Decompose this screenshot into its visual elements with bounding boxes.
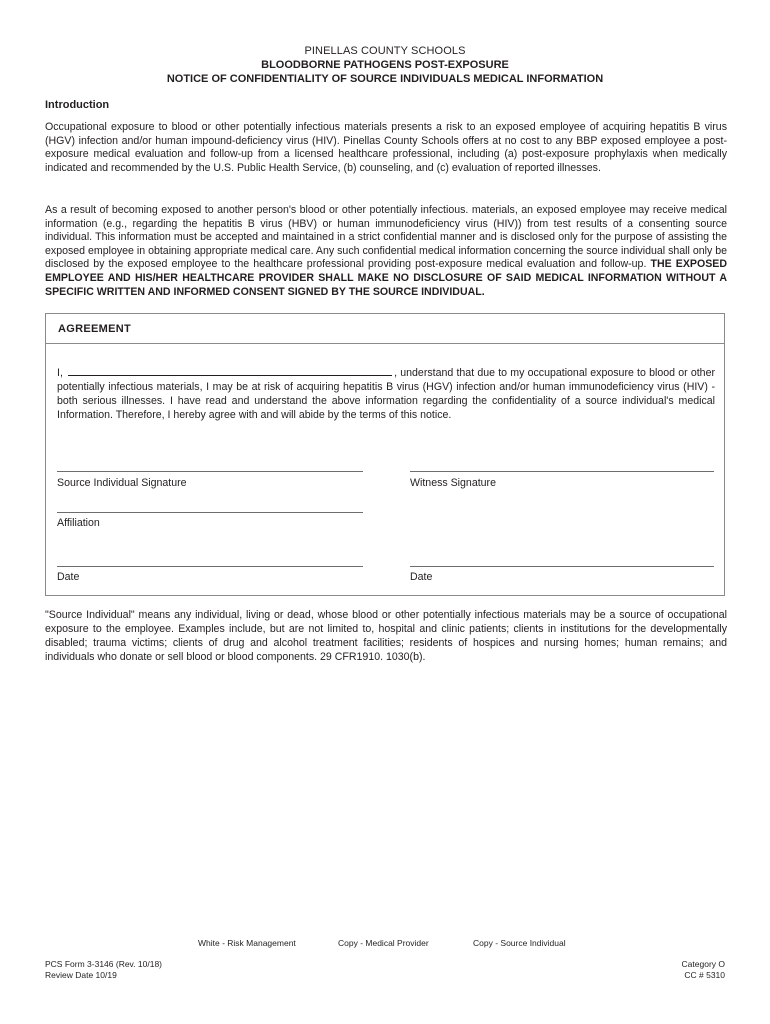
agreement-box [45,313,725,596]
witness-signature-label: Witness Signature [410,477,496,489]
form-number: PCS Form 3-3146 (Rev. 10/18) [45,959,162,969]
form-info [45,959,162,981]
agreement-prefix: I, [57,367,63,379]
category-info [682,959,725,981]
source-date-line[interactable] [57,566,363,567]
cc-number: CC # 5310 [684,970,725,980]
agreement-text: , understand that due to my occupational exposure to blood or other potentially infectious materials, I may be at risk of acquiring hepatitis B virus (HGV) infection and/or human immunodeficiency virus (HIV) - both serious illnesses. I have read and understand the above information regarding the confidentiality of a source individual's medical Information. Therefore, I hereby agree with and will abide by the terms of this notice. [57,367,715,421]
category: Category O [681,959,725,969]
document-subtitle: NOTICE OF CONFIDENTIALITY OF SOURCE INDIVIDUALS MEDICAL INFORMATION [166,73,604,85]
introduction-paragraph-1: Occupational exposure to blood or other potentially infectious materials presents a risk to an exposed employee of acquiring hepatitis B virus (HGV) infection and/or human impound-deficiency virus (HIV). Pinellas County Schools offers at no cost to any BBP exposed employee a post-exposure medical evaluation and follow-up from a licensed healthcare professional, including (a) post-exposure prophylaxis when medically indicated and recommended by the U.S. Public Health Service, (b) counseling, and (c) evaluation of reported illnesses. [45,121,727,174]
review-date: Review Date 10/19 [45,970,117,980]
introduction-heading: Introduction [45,99,110,111]
agreement-title: AGREEMENT [58,323,131,335]
source-signature-label: Source Individual Signature [57,477,187,489]
copy-white-label: White - Risk Management [198,938,296,948]
agreement-statement [57,365,715,422]
document-title: BLOODBORNE PATHOGENS POST-EXPOSURE [261,59,509,71]
source-individual-definition: "Source Individual" means any individual, living or dead, whose blood or other potentially infectious materials may be a source of occupational exposure to the employee. Examples include, but are not limited to, hospital and clinic patients; clients in institutions for the developmentally disabled; trauma victims; clients of drug and alcohol treatment facilities; residents of hospices and nursing homes; human remains; and individuals who donate or sell blood or blood components. 29 CFR1910. 1030(b). [45,609,727,663]
affiliation-line[interactable] [57,512,363,513]
disclosure-warning: THE EXPOSED EMPLOYEE AND HIS/HER HEALTHCARE PROVIDER SHALL MAKE NO DISCLOSURE OF SAID MEDICAL INFORMATION WITHOUT A SPECIFIC WRITTEN AND INFORMED CONSENT SIGNED BY THE SOURCE INDIVIDUAL. [45,258,727,298]
copy-medical-label: Copy - Medical Provider [338,938,429,948]
affiliation-label: Affiliation [57,517,100,529]
witness-date-label: Date [410,571,433,583]
paragraph-2-text: As a result of becoming exposed to another person's blood or other potentially infectious. materials, an exposed employee may receive medical information (e.g., regarding the hepatitis B virus (HBV) or human immunodeficiency virus (HIV)) from test results of a consenting source individual. This information must be accepted and maintained in a strict confidential manner and is disclosed only for the purpose of assisting the exposed employee in obtaining appropriate medical care. Any such confidential medical information concerning the source individual shall only be disclosed by the exposed employee to the healthcare professional providing post-exposure medical evaluation and follow-up. [45,204,727,271]
copy-source-label: Copy - Source Individual [473,938,566,948]
source-signature-line[interactable] [57,471,363,472]
witness-date-line[interactable] [410,566,714,567]
district-name: PINELLAS COUNTY SCHOOLS [304,45,466,57]
agreement-title-bar [46,314,724,344]
source-date-label: Date [57,571,80,583]
witness-signature-line[interactable] [410,471,714,472]
introduction-paragraph-2 [45,204,727,299]
document-header [0,44,770,86]
name-blank-line[interactable] [68,365,392,376]
